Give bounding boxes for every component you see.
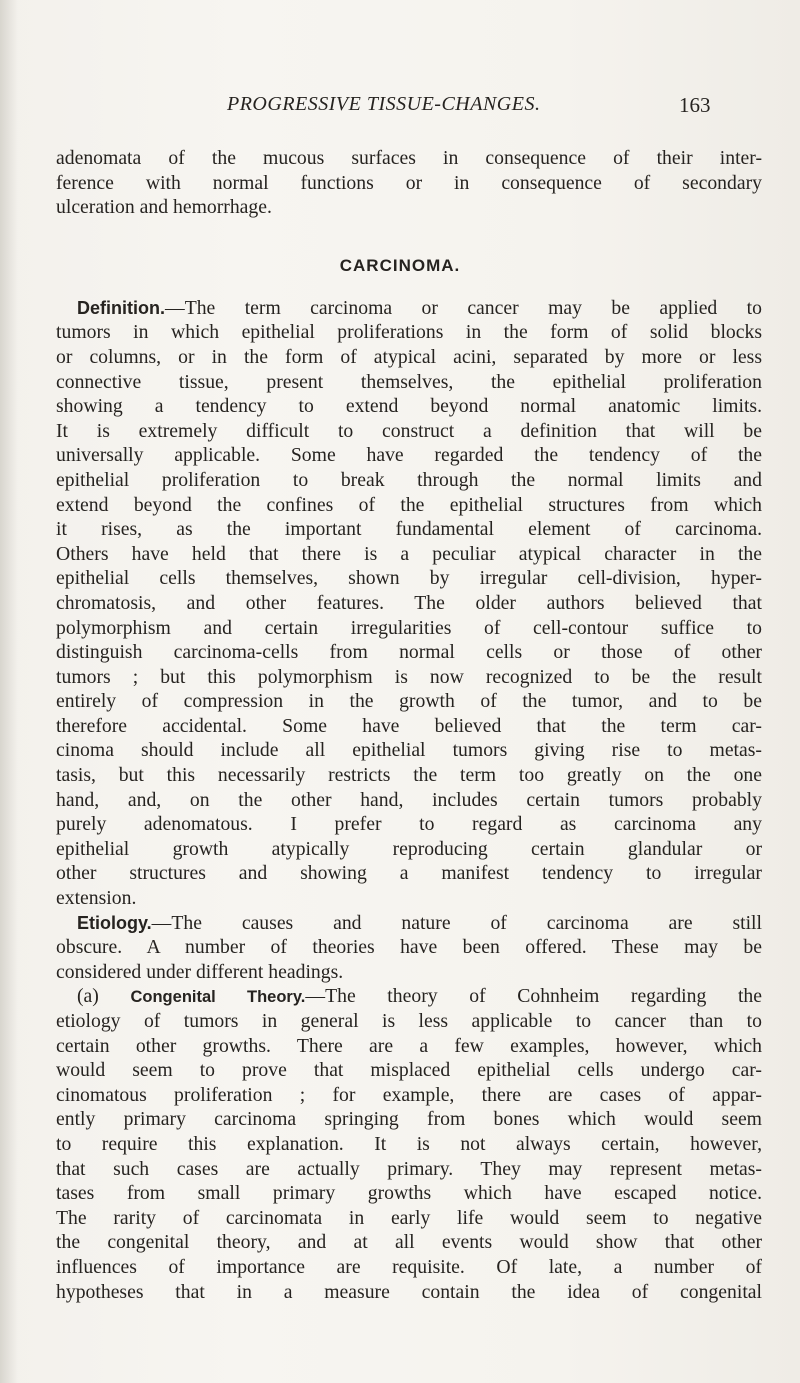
text-line: ently primary carcinoma springing from bones which would seem: [56, 1108, 762, 1131]
text-line: tumors in which epithelial proliferations in the form of solid blocks: [56, 321, 762, 344]
text-line: entirely of compression in the growth of the tumor, and to be: [56, 690, 762, 713]
text-line: etiology of tumors in general is less applicable to cancer than to: [56, 1010, 762, 1032]
text-line: epithelial growth atypically reproducing certain glandular or: [56, 837, 762, 860]
text-line: connective tissue, present themselves, the epithelial proliferation: [56, 370, 762, 393]
etiology-paragraph: [56, 911, 762, 985]
text-line: chromatosis, and other features. The older authors believed that: [56, 591, 762, 614]
congenital-theory-paragraph: [56, 984, 762, 1304]
text-line: the congenital theory, and at all events would show that other: [56, 1231, 762, 1254]
text-line: ulceration and hemorrhage.: [56, 196, 272, 219]
text-run: —The theory of Cohnheim regarding the: [305, 985, 762, 1008]
paragraph-first-line: [56, 911, 762, 936]
text-line: extend beyond the confines of the epithelial structures from which: [56, 493, 762, 516]
text-run: —The causes and nature of carcinoma are still: [151, 911, 762, 934]
text-line: purely adenomatous. I prefer to regard as carcinoma any: [56, 813, 762, 836]
text-line: It is extremely difficult to construct a definition that will be: [56, 419, 762, 442]
text-line: influences of importance are requisite. Of late, a number of: [56, 1255, 762, 1278]
paragraph-term: Etiology.: [77, 912, 152, 933]
running-head: [0, 93, 800, 123]
section-heading: CARCINOMA.: [339, 255, 461, 275]
text-line: epithelial cells themselves, shown by irregular cell-division, hyper-: [56, 567, 762, 590]
text-line: polymorphism and certain irregularities of cell-contour suffice to: [56, 616, 762, 639]
definition-paragraph: [56, 296, 762, 911]
text-line: that such cases are actually primary. They may represent metas-: [56, 1157, 762, 1180]
paragraph-term: Definition.: [77, 297, 165, 318]
text-line: certain other growths. There are a few examples, however, which: [56, 1034, 762, 1057]
text-line: considered under different headings.: [56, 960, 344, 983]
text-line: ference with normal functions or in consequence of secondary: [56, 171, 762, 194]
text-run: —The term carcinoma or cancer may be applied to: [165, 296, 762, 319]
list-marker: (a): [77, 985, 99, 1008]
text-line: tases from small primary growths which have escaped notice.: [56, 1182, 762, 1205]
text-line: showing a tendency to extend beyond normal anatomic limits.: [56, 395, 762, 418]
running-head-title: PROGRESSIVE TISSUE-CHANGES.: [227, 93, 541, 115]
text-line: other structures and showing a manifest tendency to irregular: [56, 862, 762, 885]
text-line: or columns, or in the form of atypical acini, separated by more or less: [56, 345, 762, 368]
paragraph-first-line: [56, 296, 762, 321]
text-line: The rarity of carcinomata in early life would seem to negative: [56, 1206, 762, 1229]
page-number: 163: [679, 93, 711, 117]
text-line: extension.: [56, 887, 137, 910]
text-line: to require this explanation. It is not always certain, however,: [56, 1132, 762, 1155]
text-line: hypotheses that in a measure contain the idea of congenital: [56, 1280, 762, 1303]
paragraph-first-line: [56, 984, 762, 1009]
intro-paragraph: [56, 146, 762, 220]
text-line: would seem to prove that misplaced epithelial cells undergo car-: [56, 1059, 762, 1082]
text-line: adenomata of the mucous surfaces in consequence of their inter-: [56, 147, 762, 169]
text-line: obscure. A number of theories have been offered. These may be: [56, 936, 762, 959]
text-line: tasis, but this necessarily restricts the term too greatly on the one: [56, 764, 762, 787]
paragraph-term: Congenital Theory.: [130, 988, 306, 1007]
text-line: therefore accidental. Some have believed that the term car-: [56, 714, 762, 737]
text-line: Others have held that there is a peculiar atypical character in the: [56, 542, 762, 565]
text-line: hand, and, on the other hand, includes certain tumors probably: [56, 788, 762, 811]
text-line: universally applicable. Some have regarded the tendency of the: [56, 444, 762, 467]
text-line: distinguish carcinoma-cells from normal cells or those of other: [56, 641, 762, 664]
text-line: cinomatous proliferation ; for example, there are cases of appar-: [56, 1083, 762, 1106]
body-text: [56, 146, 762, 1304]
text-line: it rises, as the important fundamental element of carcinoma.: [56, 518, 762, 541]
text-line: tumors ; but this polymorphism is now recognized to be the result: [56, 665, 762, 688]
text-line: cinoma should include all epithelial tumors giving rise to metas-: [56, 739, 762, 762]
text-line: epithelial proliferation to break through the normal limits and: [56, 468, 762, 491]
